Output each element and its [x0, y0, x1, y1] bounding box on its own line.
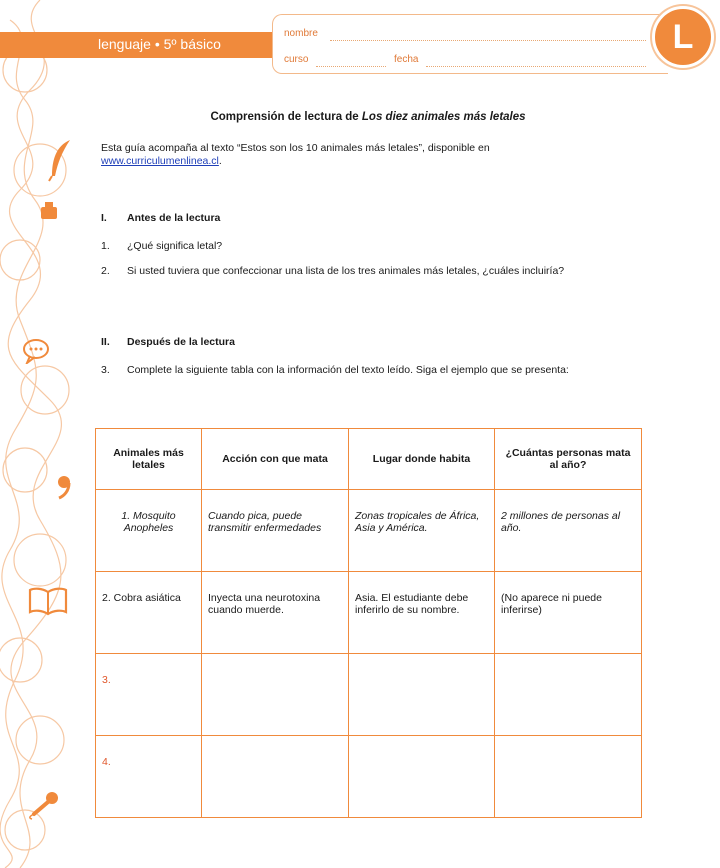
intro-paragraph: [101, 142, 601, 168]
table-cell: Cuando pica, puede transmitir enfermedades: [202, 490, 349, 572]
margin-decoration: [0, 0, 90, 868]
subject-label: lenguaje • 5º básico: [98, 36, 221, 52]
table-cell: Asia. El estudiante debe inferirlo de su nombre.: [349, 572, 495, 654]
answer-cell[interactable]: [495, 654, 642, 736]
ink-bottle-icon: [38, 200, 60, 220]
curso-field[interactable]: [316, 66, 386, 67]
answer-cell[interactable]: [495, 736, 642, 818]
section-number: I.: [101, 212, 107, 224]
section-before-reading: [101, 212, 220, 224]
header-victims: ¿Cuántas personas mata al año?: [495, 429, 642, 490]
section-number: II.: [101, 336, 110, 348]
curriculum-link[interactable]: www.curriculumenlinea.cl: [101, 155, 219, 167]
table-row: [96, 490, 642, 572]
question-text: ¿Qué significa letal?: [127, 240, 223, 252]
table-row: [96, 736, 642, 818]
table-cell: 2 millones de personas al año.: [495, 490, 642, 572]
intro-end: .: [218, 155, 222, 167]
table-cell: (No aparece ni puede inferirse): [495, 572, 642, 654]
question-3: [101, 364, 591, 376]
quill-icon: [46, 138, 74, 182]
table-cell: 1. Mosquito Anopheles: [96, 490, 202, 572]
table-row: [96, 654, 642, 736]
table-cell: 2. Cobra asiática: [96, 572, 202, 654]
nombre-field[interactable]: [330, 40, 646, 41]
answer-cell[interactable]: [202, 654, 349, 736]
table-cell: 4.: [96, 736, 202, 818]
speech-bubble-icon: [22, 338, 50, 364]
answer-cell[interactable]: [349, 654, 495, 736]
comma-icon: [56, 474, 72, 500]
question-2: [101, 265, 625, 277]
header-animal: Animales más letales: [96, 429, 202, 490]
table-cell: Inyecta una neurotoxina cuando muerde.: [202, 572, 349, 654]
open-book-icon: [28, 586, 68, 616]
section-title: Antes de la lectura: [127, 212, 221, 224]
student-info-frame: [272, 14, 668, 74]
nombre-label: nombre: [284, 28, 318, 39]
question-1: [101, 240, 625, 252]
answer-cell[interactable]: [349, 736, 495, 818]
header-action: Acción con que mata: [202, 429, 349, 490]
question-text: Complete la siguiente tabla con la información del texto leído. Siga el ejemplo que se presenta:: [127, 364, 569, 376]
question-number: 3.: [101, 364, 110, 376]
subject-logo: L: [652, 6, 714, 68]
title-prefix: Comprensión de lectura de: [210, 111, 362, 123]
table-header-row: [96, 429, 642, 490]
animals-table: [95, 428, 642, 818]
question-number: 2.: [101, 265, 110, 277]
intro-text: Esta guía acompaña al texto “Estos son los 10 animales más letales”, disponible en: [101, 142, 490, 154]
section-after-reading: [101, 336, 235, 348]
fecha-field[interactable]: [426, 66, 646, 67]
answer-cell[interactable]: [202, 736, 349, 818]
header-habitat: Lugar donde habita: [349, 429, 495, 490]
question-text: Si usted tuviera que confeccionar una lista de los tres animales más letales, ¿cuáles incluiría?: [127, 265, 565, 277]
title-book: Los diez animales más letales: [361, 111, 526, 123]
section-title: Después de la lectura: [127, 336, 235, 348]
question-number: 1.: [101, 240, 110, 252]
table-row: [96, 572, 642, 654]
page-title: [120, 111, 616, 123]
table-cell: 3.: [96, 654, 202, 736]
table-cell: Zonas tropicales de África, Asia y América.: [349, 490, 495, 572]
curso-label: curso: [284, 54, 309, 65]
microphone-icon: [26, 790, 62, 820]
fecha-label: fecha: [394, 54, 419, 65]
